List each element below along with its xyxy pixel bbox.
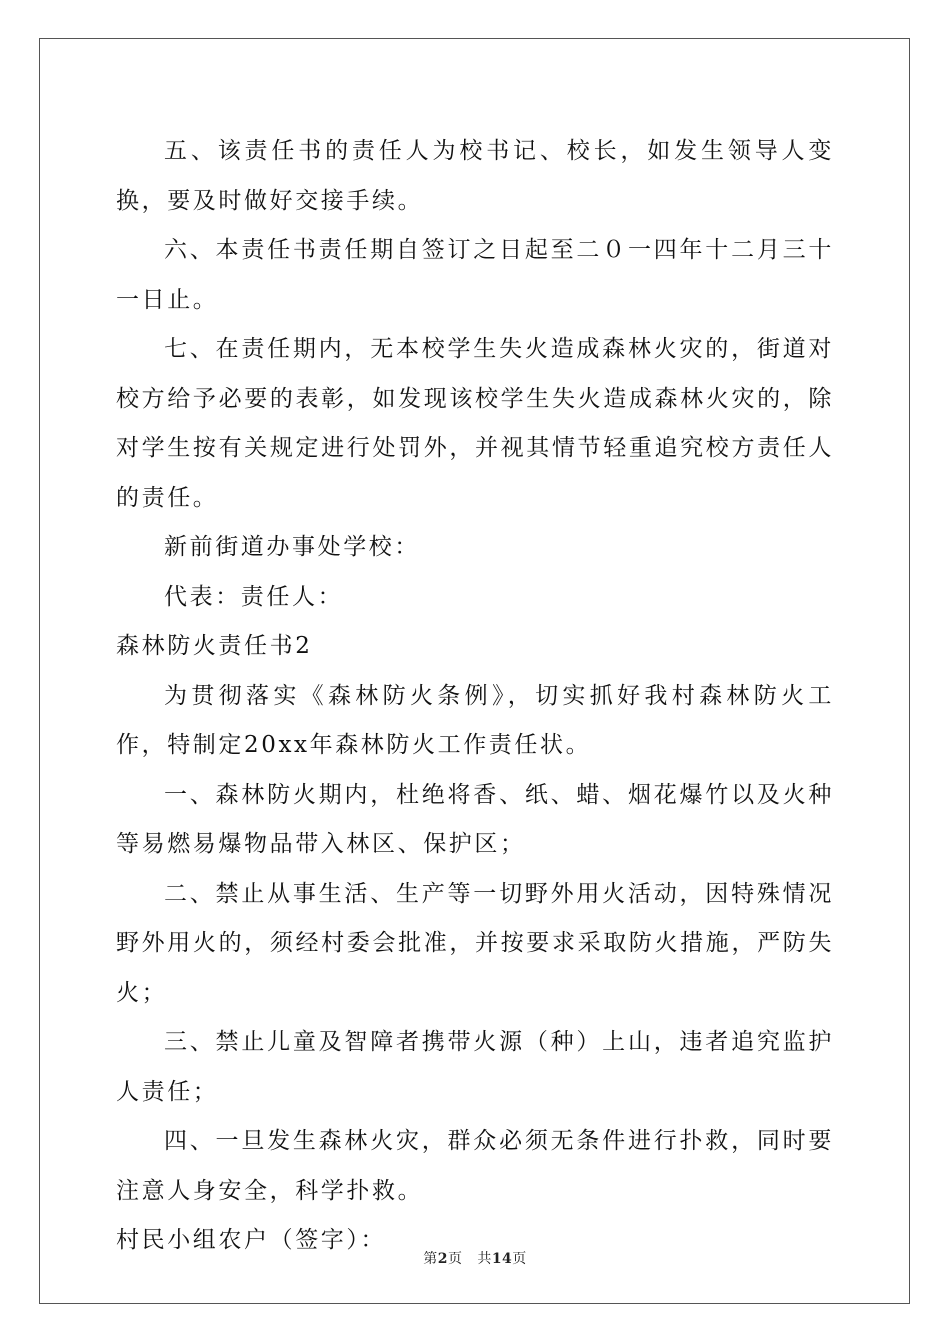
page-suffix: 页 <box>447 1251 463 1267</box>
total-prefix: 共 <box>477 1251 492 1267</box>
paragraph: 为贯彻落实《森林防火条例》，切实抓好我村森林防火工作，特制定20xx年森林防火工作责任状。 <box>116 682 834 758</box>
page-prefix: 第 <box>423 1251 438 1267</box>
signature-line-representative: 代表：责任人： <box>164 583 344 610</box>
paragraph: 五、该责任书的责任人为校书记、校长，如发生领导人变换，要及时做好交接手续。 <box>116 138 834 214</box>
paragraph: 三、禁止儿童及智障者携带火源（种）上山，违者追究监护人责任； <box>116 1029 834 1105</box>
paragraph: 四、一旦发生森林火灾，群众必须无条件进行扑救，同时要注意人身安全，科学扑救。 <box>116 1128 834 1204</box>
paragraph: 六、本责任书责任期自签订之日起至二０一四年十二月三十一日止。 <box>116 237 834 313</box>
section-heading: 森林防火责任书2 <box>116 633 313 659</box>
document-body <box>116 127 834 1266</box>
page-number: 2 <box>437 1251 448 1267</box>
paragraph: 一、森林防火期内，杜绝将香、纸、蜡、烟花爆竹以及火种等易燃易爆物品带入林区、保护区； <box>116 781 834 857</box>
total-suffix: 页 <box>512 1251 527 1267</box>
total-pages: 14 <box>491 1251 513 1267</box>
paragraph: 二、禁止从事生活、生产等一切野外用火活动，因特殊情况野外用火的，须经村委会批准，并按要求采取防火措施，严防失火； <box>116 880 834 1006</box>
paragraph: 七、在责任期内，无本校学生失火造成森林火灾的，街道对校方给予必要的表彰，如发现该校学生失火造成森林火灾的，除对学生按有关规定进行处罚外，并视其情节轻重追究校方责任人的责任。 <box>116 336 834 511</box>
signature-line-school: 新前街道办事处学校： <box>164 534 420 560</box>
page-footer <box>0 1248 950 1268</box>
signature-line-villagers: 村民小组农户（签字）： <box>116 1227 387 1253</box>
